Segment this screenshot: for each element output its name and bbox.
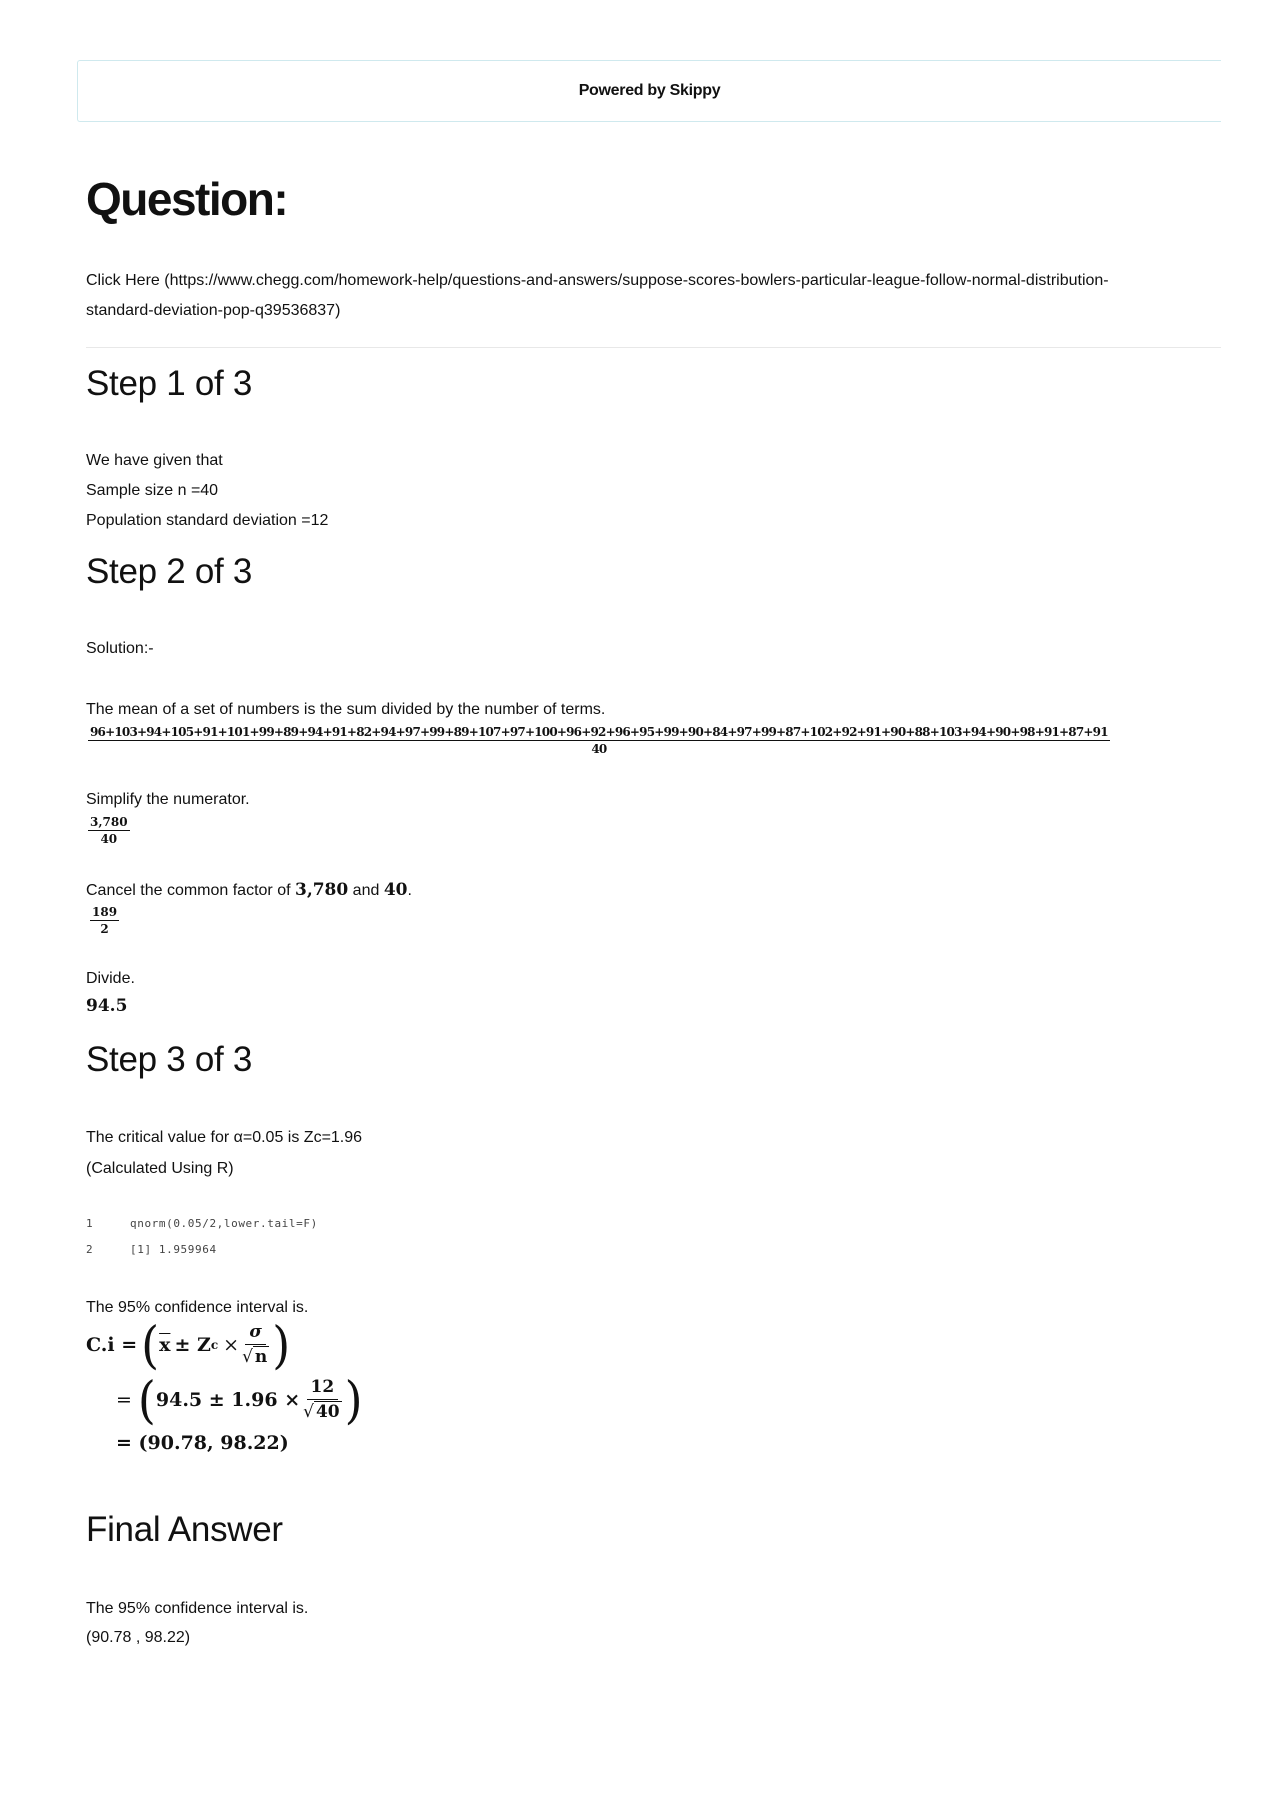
question-link-line2[interactable]: standard-deviation-pop-q39536837) <box>86 302 341 319</box>
open-paren: ( <box>141 1314 160 1375</box>
zc-subscript: c <box>210 1337 219 1352</box>
final-line2: (90.78 , 98.22) <box>86 1629 191 1646</box>
cancel-text-prefix: Cancel the common factor of <box>86 882 295 899</box>
step1-line3: Population standard deviation =12 <box>86 512 329 529</box>
code-line-2 <box>86 1243 217 1256</box>
simplified-denominator: 40 <box>100 832 118 846</box>
final-answer-heading: Final Answer <box>86 1510 283 1549</box>
cancel-value-2: 40 <box>383 880 408 900</box>
simplified-numerator: 3,780 <box>90 815 128 829</box>
open-paren: ( <box>137 1369 156 1430</box>
cancelled-denominator: 2 <box>100 922 109 936</box>
ci-substituted: 94.5 ± 1.96 × <box>155 1388 301 1411</box>
ci-formula-result: = (90.78, 98.22) <box>116 1432 289 1454</box>
twelve-numerator: 12 <box>307 1377 339 1400</box>
question-heading: Question: <box>86 173 288 225</box>
critical-value-text: The critical value for α=0.05 is Zc=1.96 <box>86 1129 363 1146</box>
close-paren: ) <box>272 1314 291 1375</box>
cancelled-numerator: 189 <box>92 905 118 919</box>
mean-definition-text: The mean of a set of numbers is the sum divided by the number of terms. <box>86 701 606 718</box>
pm-zc: ± Z <box>174 1333 211 1356</box>
xbar-symbol: $\overline{x}$ <box>159 1333 171 1356</box>
question-link[interactable] <box>86 266 1221 326</box>
step1-line1: We have given that <box>86 452 223 469</box>
calculated-using-text: (Calculated Using R) <box>86 1160 234 1177</box>
code-text: [1] 1.959964 <box>130 1243 217 1256</box>
sum-fraction <box>88 725 1110 756</box>
close-paren: ) <box>344 1369 363 1430</box>
final-line1: The 95% confidence interval is. <box>86 1600 309 1617</box>
cancelled-fraction <box>90 905 119 936</box>
cancel-value-1: 3,780 <box>294 880 349 900</box>
cancel-text-suffix: . <box>407 882 412 899</box>
ci-text: The 95% confidence interval is. <box>86 1299 309 1316</box>
question-link-line1[interactable]: Click Here (https://www.chegg.com/homework-help/questions-and-answers/suppose-scores-bowlers-particular-league-follow-normal-distribution- <box>86 272 1109 289</box>
mean-result: 94.5 <box>86 996 128 1016</box>
step1-heading: Step 1 of 3 <box>86 364 252 403</box>
sum-denominator: 40 <box>591 742 607 756</box>
equals-sign: = <box>116 1388 132 1411</box>
simplified-fraction <box>88 815 130 846</box>
ci-lhs: C.i = <box>86 1333 138 1356</box>
code-text: qnorm(0.05/2,lower.tail=F) <box>130 1217 318 1230</box>
banner-text: Powered by Skippy <box>578 82 721 99</box>
divide-text: Divide. <box>86 970 135 987</box>
simplify-text: Simplify the numerator. <box>86 791 250 808</box>
section-divider <box>86 347 1221 348</box>
code-line-number: 1 <box>86 1217 94 1230</box>
sqrt-forty: 40 <box>315 1402 340 1422</box>
step1-line2: Sample size n =40 <box>86 482 219 499</box>
powered-by-banner <box>77 60 1221 122</box>
sigma-symbol: σ <box>245 1322 266 1345</box>
sqrt-n: n <box>254 1347 268 1367</box>
ci-formula-line2: = ( 94.5 ± 1.96 × $\frac{12}{√ 40}$ ) <box>116 1369 363 1430</box>
times-symbol: × <box>223 1333 240 1356</box>
step2-heading: Step 2 of 3 <box>86 552 252 591</box>
ci-formula-line1: C.i = ( $\overline{x}$ ± Z c × $\frac{\sigma}{√ n}$ ) <box>86 1314 291 1375</box>
sum-numerator: 96+103+94+105+91+101+99+89+94+91+82+94+97+99+89+107+97+100+96+92+96+95+99+90+84+97+99+87+102+92+91+90+88+103+94+90+98+91+87+91 <box>90 725 1108 739</box>
code-line-1 <box>86 1217 318 1230</box>
code-line-number: 2 <box>86 1243 94 1256</box>
solution-label: Solution:- <box>86 640 154 657</box>
cancel-text-middle: and <box>348 882 384 899</box>
step3-heading: Step 3 of 3 <box>86 1040 252 1079</box>
cancel-text <box>86 880 412 901</box>
